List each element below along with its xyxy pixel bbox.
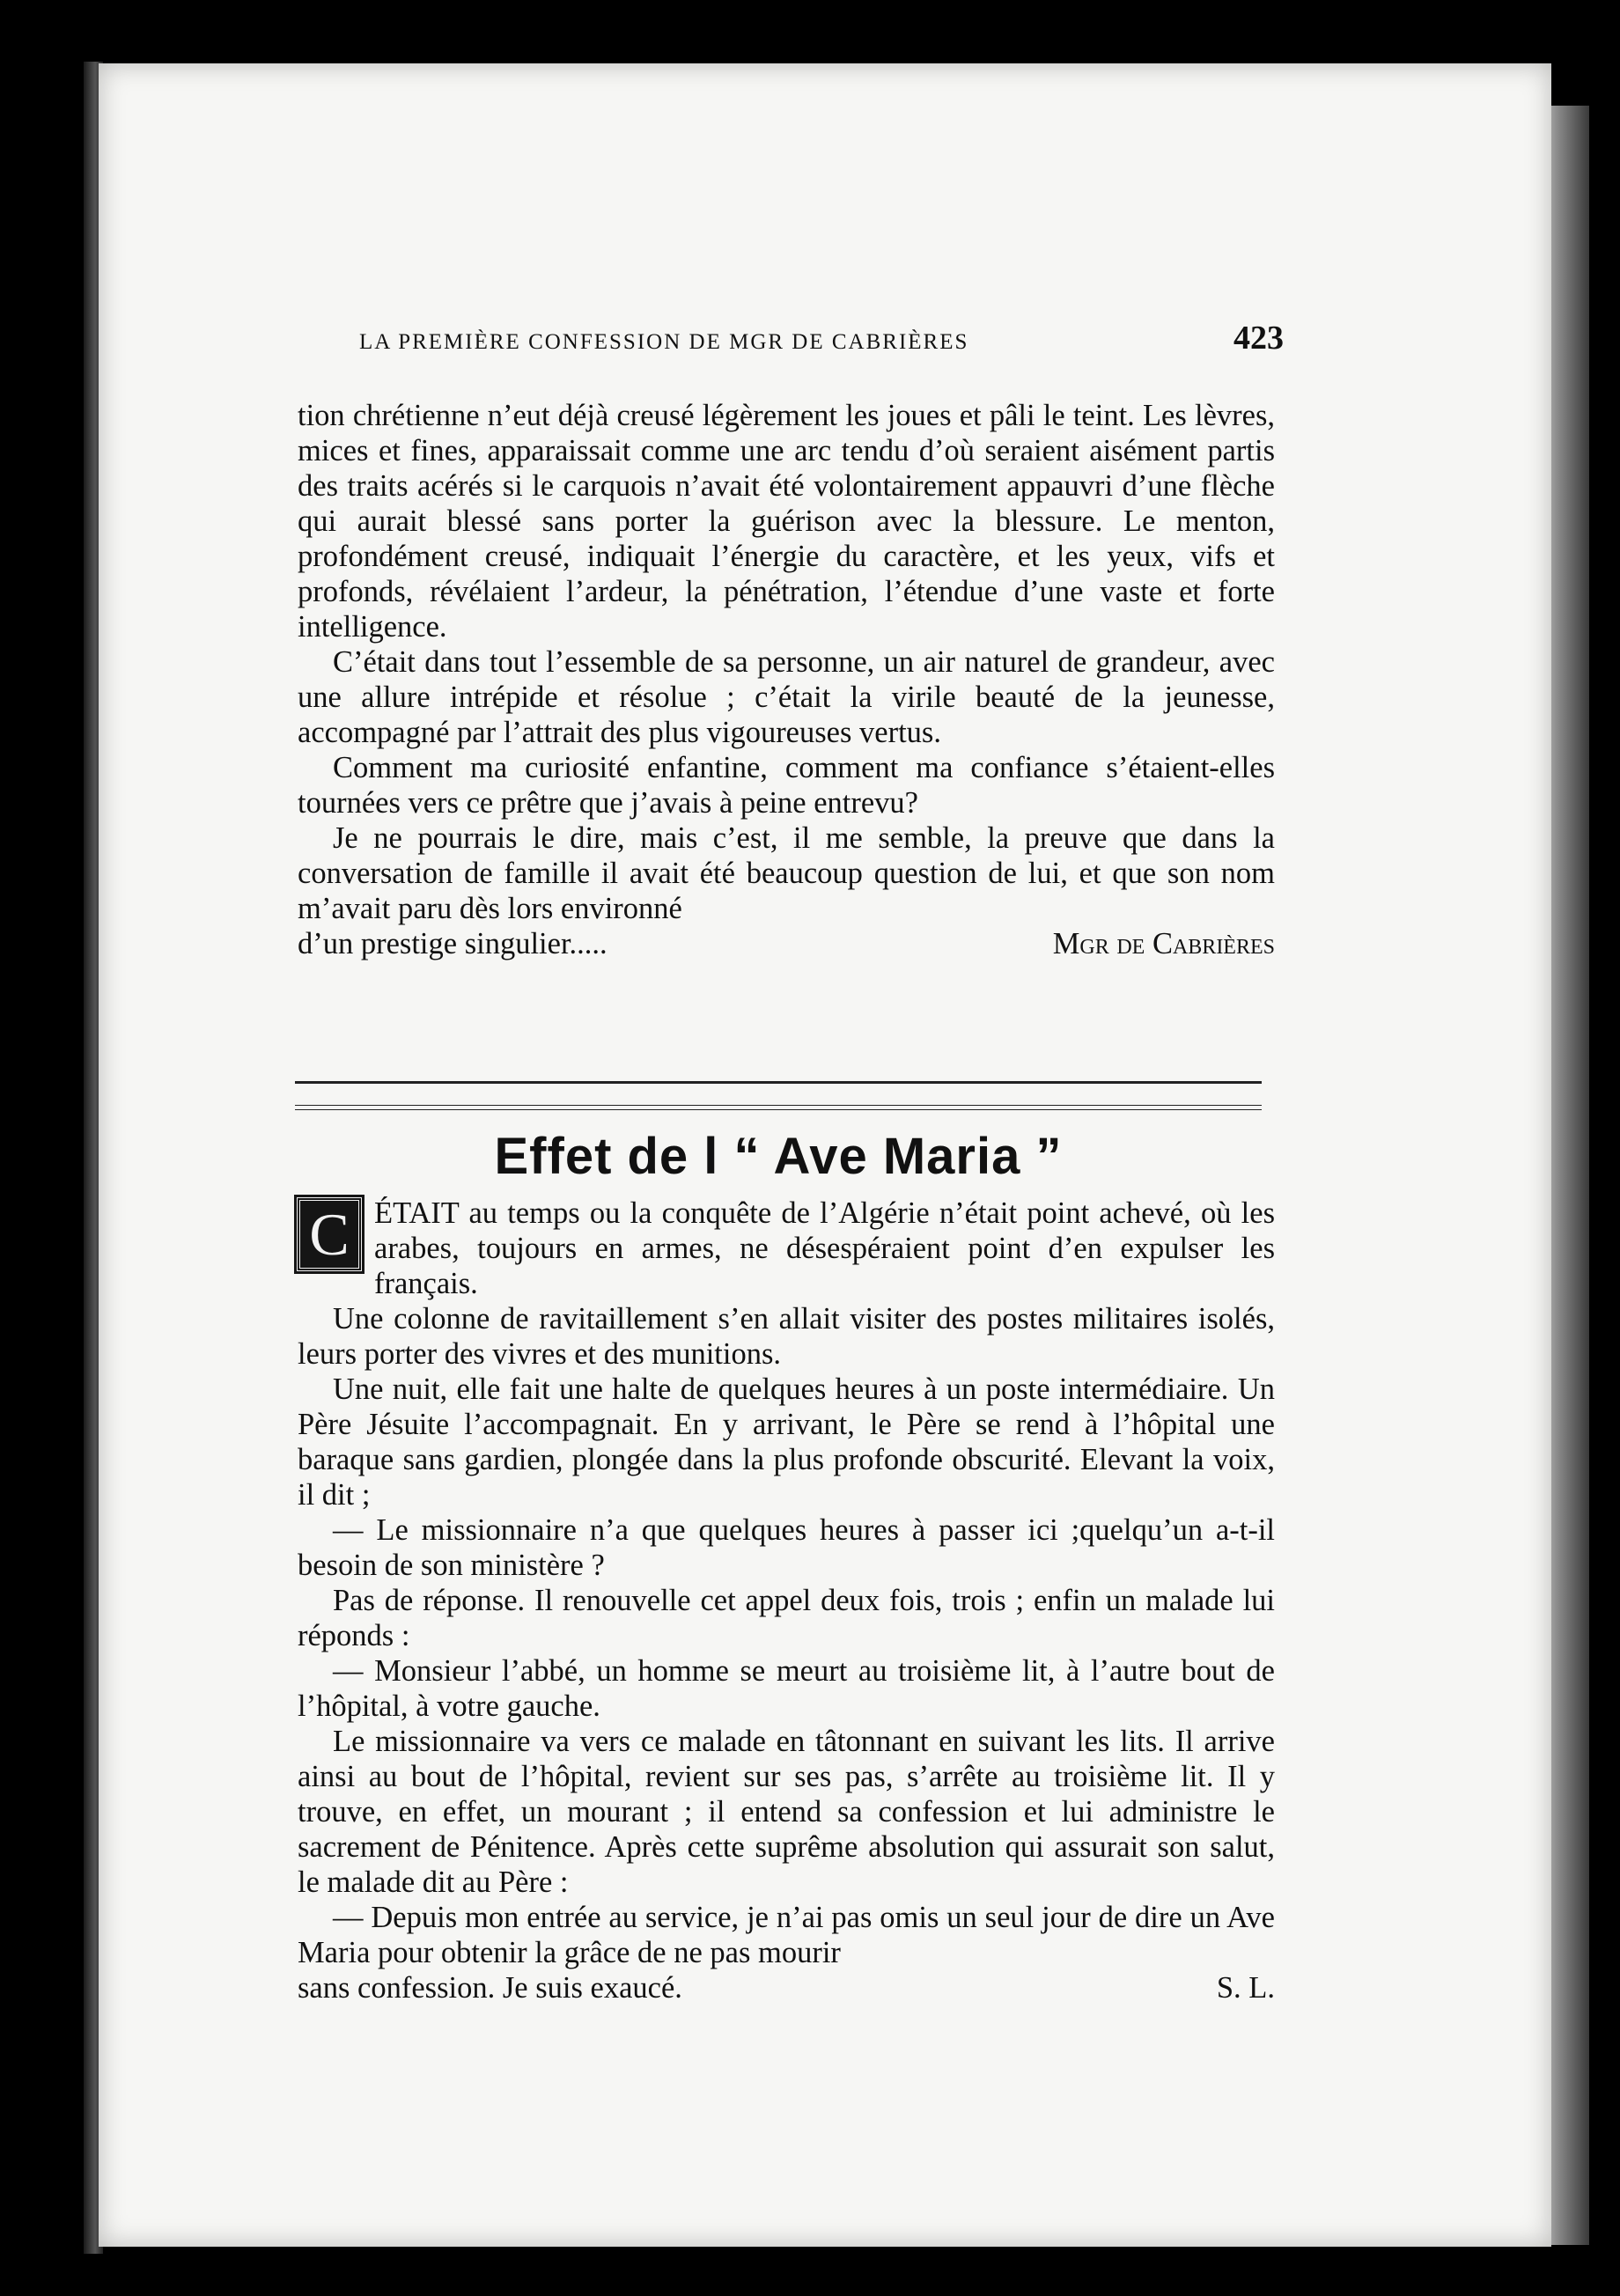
paragraph: C’était dans tout l’essemble de sa personne, un air naturel de grandeur, avec une allure intrépide et résolue ; c’était la virile beauté de la jeunesse, accompagné par l’attrait des plus vigoureuses vertus. [298, 645, 1275, 749]
closing-text: d’un prestige singulier..... [298, 927, 608, 960]
paragraph: Une colonne de ravitaillement s’en allait visiter des postes militaires isolés, leurs porter des vivres et des munitions. [298, 1302, 1275, 1371]
running-head [359, 319, 1284, 357]
paragraph: Comment ma curiosité enfantine, comment ma confiance s’étaient-elles tournées vers ce prêtre que j’avais à peine entrevu? [298, 751, 1275, 820]
article-body [298, 1301, 1275, 2005]
article-title: Effet de l “ Ave Maria ” [494, 1128, 1063, 1185]
closing-line [298, 926, 1275, 961]
section-divider-top [295, 1081, 1262, 1084]
paragraph: tion chrétienne n’eut déjà creusé légèrement les joues et pâli le teint. Les lèvres, mices et fines, apparaissait comme une arc tendu d’où seraient aisément partis des traits acérés si le carquois n’avait été volontairement appauvri d’une flèche qui aurait blessé sans porter la guérison avec la blessure. Le menton, profondément creusé, indiquait l’énergie du caractère, et les yeux, vifs et profonds, révélaient l’ardeur, la pénétration, l’étendue d’une vaste et forte intelligence. [298, 399, 1275, 644]
paragraph: — Le missionnaire n’a que quelques heures à passer ici ;quelqu’un a-t-il besoin de son ministère ? [298, 1513, 1275, 1582]
author-signature: Mgr de Cabrières [1052, 927, 1275, 960]
article-signature: S. L. [1216, 1971, 1275, 2005]
running-title: LA PREMIÈRE CONFESSION DE MGR DE CABRIÈRES [359, 330, 969, 354]
paragraph: Je ne pourrais le dire, mais c’est, il me semble, la preuve que dans la conversation de famille il avait été beaucoup question de lui, et que son nom m’avait paru dès lors environné [298, 821, 1275, 925]
paragraph: — Monsieur l’abbé, un homme se meurt au troisième lit, à l’autre bout de l’hôpital, à votre gauche. [298, 1654, 1275, 1723]
memoir-excerpt [298, 398, 1275, 961]
article-first-paragraph: ÉTAIT au temps ou la conquête de l’Algérie n’était point achevé, où les arabes, toujours en armes, ne désespéraient point d’en expulser les français. [374, 1196, 1275, 1300]
closing-line [298, 1970, 1275, 2005]
closing-text: sans confession. Je suis exaucé. [298, 1971, 682, 2005]
paragraph: — Depuis mon entrée au service, je n’ai pas omis un seul jour de dire un Ave Maria pour obtenir la grâce de ne pas mourir [298, 1901, 1275, 1969]
page-number: 423 [1233, 320, 1284, 357]
paragraph: Pas de réponse. Il renouvelle cet appel deux fois, trois ; enfin un malade lui réponds : [298, 1584, 1275, 1652]
drop-cap: C [297, 1197, 362, 1271]
paragraph: Le missionnaire va vers ce malade en tâtonnant en suivant les lits. Il arrive ainsi au bout de l’hôpital, revient sur ses pas, s’arrête au troisième lit. Il y trouve, en effet, un mourant ; il entend sa confession et lui administre le sacrement de Pénitence. Après cette suprême absolution qui assurait son salut, le malade dit au Père : [298, 1725, 1275, 1899]
paragraph: Une nuit, elle fait une halte de quelques heures à un poste intermédiaire. Un Père Jésuite l’accompagnait. En y arrivant, le Père se rend à l’hôpital une baraque sans gardien, plongée dans la plus profonde obscurité. Elevant la voix, il dit ; [298, 1372, 1275, 1512]
section-divider-double [295, 1105, 1262, 1110]
